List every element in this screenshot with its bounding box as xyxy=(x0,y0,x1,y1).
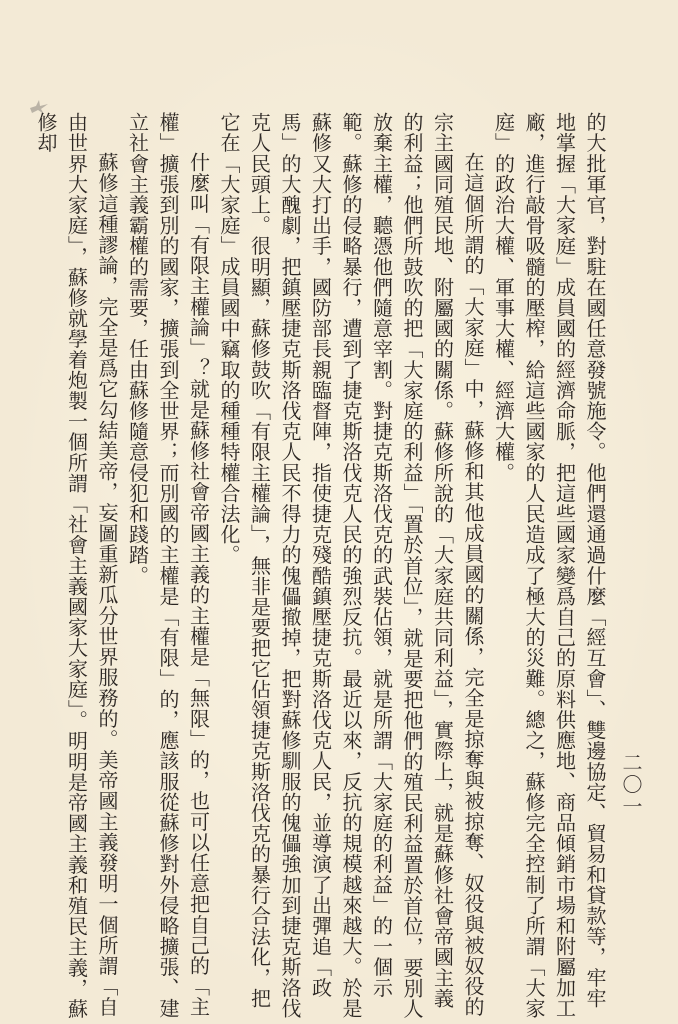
paragraph-3: 什麼叫「有限主權論」？就是蘇修社會帝國主義的主權是「無限」的，也可以任意把自己的「主權」擴張到別的國家，擴張到全世界；而別國的主權是「有限」的，應該服從蘇修對外侵略擴張、建立社會主義霸權的需要，任由蘇修隨意侵犯和踐踏。 xyxy=(125,112,211,1019)
page-number: 二〇一 xyxy=(619,752,643,818)
paragraph-1: 的大批軍官，對駐在國任意發號施令。他們還通過什麼「經互會」、雙邊協定、貿易和貸款等，牢牢地掌握「大家庭」成員國的經濟命脈，把這些國家變爲自己的原料供應地、商品傾銷市場和附屬加工廠，進行敲骨吸髓的壓榨，給這些國家的人民造成了極大的災難。總之，蘇修完全控制了所謂「大家庭」的政治大權、軍事大權、經濟大權。 xyxy=(491,112,607,1019)
paragraph-2: 在這個所謂的「大家庭」中，蘇修和其他成員國的關係，完全是掠奪與被掠奪、奴役與被奴役的宗主國同殖民地、附屬國的關係。蘇修所說的「大家庭共同利益」，實際上，就是蘇修社會帝國主義的利益；他們所鼓吹的把「大家庭的利益」「置於首位」，就是要把他們的殖民利益置於首位，要別人放棄主權，聽憑他們隨意宰割。對捷克斯洛伐克的武裝佔領，就是所謂「大家庭的利益」的一個示範。蘇修的侵略暴行，遭到了捷克斯洛伐克人民的強烈反抗。最近以來，反抗的規模越來越大。於是蘇修又大打出手，國防部長親臨督陣，指使捷克殘酷鎮壓捷克斯洛伐克人民，並導演了出彈追「政馬」的大醜劇，把鎮壓捷克斯洛伐克人民不得力的傀儡撤掉，把對蘇修馴服的傀儡強加到捷克斯洛伐克人民頭上。很明顯，蘇修鼓吹「有限主權論」，無非是要把它佔領捷克斯洛伐克的暴行合法化，把它在「大家庭」成員國中竊取的種種特權合法化。 xyxy=(217,112,485,1019)
body-text xyxy=(31,112,611,1022)
paragraph-4: 蘇修這種謬論，完全是爲它勾結美帝，妄圖重新瓜分世界服務的。美帝國主義發明一個所謂「自由世界大家庭」，蘇修就學着炮製一個所謂「社會主義國家大家庭」。明明是帝國主義和殖民主義，蘇修却 xyxy=(34,112,119,1019)
